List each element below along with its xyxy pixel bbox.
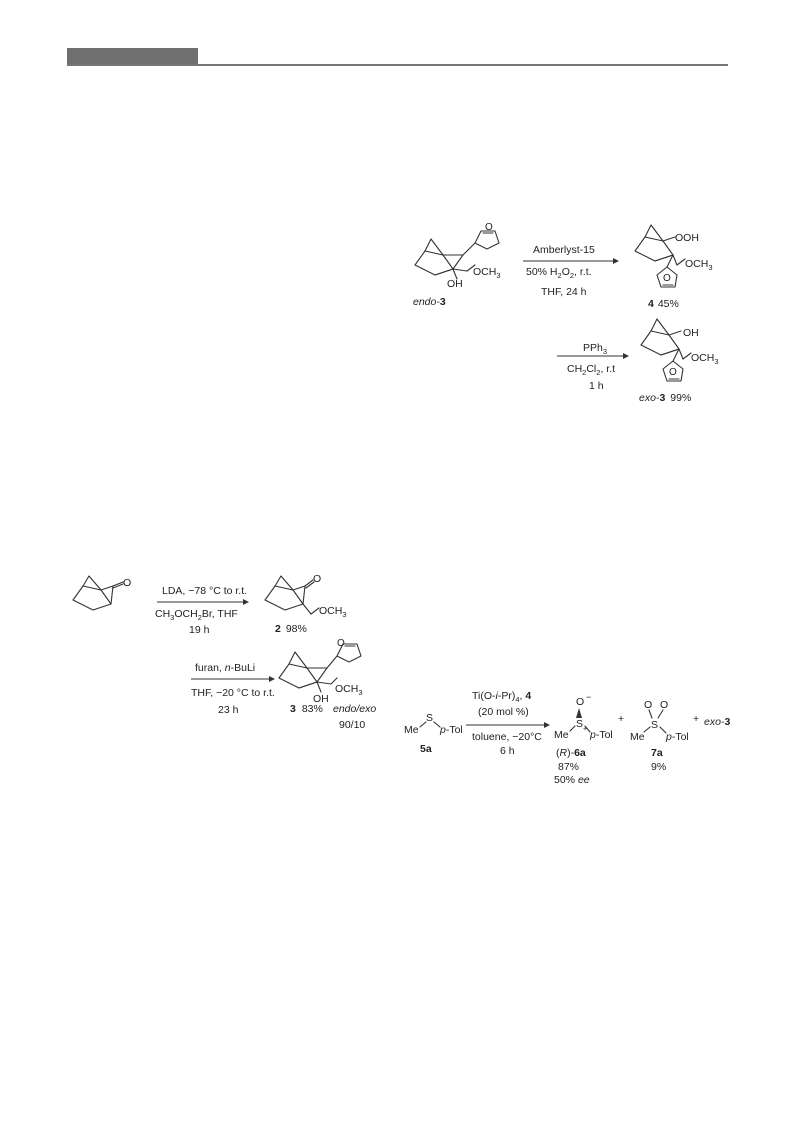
6a-ee: 50% ee bbox=[554, 774, 590, 786]
exo-3-byproduct: exo-3 bbox=[704, 716, 731, 728]
svg-text:OCH3: $OCH_3$ bbox=[691, 352, 719, 366]
cond-pph3: PPh$_3$ bbox=[583, 342, 608, 356]
cond-1h: 1 h bbox=[589, 380, 604, 392]
7a-o2: O bbox=[660, 699, 669, 711]
svg-text:OCH3: $OCH_3$ bbox=[685, 258, 713, 272]
svg-text:OCH3: $OCH_3$ bbox=[335, 683, 363, 697]
endo-exo-ratio: 90/10 bbox=[339, 719, 366, 731]
cond-lda: LDA, −78 °C to r.t. bbox=[162, 585, 248, 597]
scheme-hydroperoxide bbox=[405, 215, 735, 410]
6a-ptol: p-Tol bbox=[590, 729, 613, 741]
scheme-synthesis bbox=[65, 572, 385, 737]
norcamphor-o: O bbox=[123, 577, 132, 589]
7a-me: Me bbox=[630, 731, 645, 743]
6a-s: S bbox=[576, 718, 584, 730]
7a-ptol: p-Tol bbox=[666, 731, 689, 743]
compound-3-label: 3 83% bbox=[290, 703, 323, 715]
compound-2-o: O bbox=[313, 573, 322, 585]
product-4-furan-o: O bbox=[663, 273, 671, 284]
cond-amberlyst: Amberlyst-15 bbox=[533, 244, 595, 256]
cond-ch2cl2: $CH_2Cl_2$, r.t bbox=[567, 363, 616, 377]
sulfone-7a-structure bbox=[630, 699, 689, 743]
6a-me: Me bbox=[554, 729, 569, 741]
cond-thf-24h: THF, 24 h bbox=[541, 286, 587, 298]
endo-3-furan-o: O bbox=[485, 222, 493, 233]
cond-alkyl-bromide: $CH_3OCH_2Br$, THF bbox=[155, 608, 238, 622]
compound-3-furan-o: O bbox=[337, 638, 345, 649]
cond-thf-20: THF, −20 °C to r.t. bbox=[191, 687, 275, 699]
compound-2-label: 2 98% bbox=[275, 623, 307, 635]
5a-label: 5a bbox=[420, 743, 432, 755]
cond-19h: 19 h bbox=[189, 624, 210, 636]
cond-23h: 23 h bbox=[218, 704, 239, 716]
cond-ti: $Ti(O-i-Pr)_4$, 4 bbox=[472, 690, 532, 704]
endo-exo-label: endo/exo bbox=[333, 703, 377, 715]
svg-text:OCH3: $OCH_3$ bbox=[473, 266, 501, 280]
exo-3-furan-o: O bbox=[669, 367, 677, 378]
cond-toluene: toluene, −20°C bbox=[472, 731, 542, 743]
scheme-oxidation bbox=[400, 688, 740, 788]
compound-2-structure bbox=[265, 573, 347, 619]
cond-h2o2: 50% $H_2O_2$, r.t. bbox=[526, 266, 592, 280]
6a-yield: 87% bbox=[558, 761, 580, 773]
cond-furan-buli: furan, n-BuLi bbox=[195, 662, 256, 674]
exo-3-label: exo-3 99% bbox=[639, 392, 692, 404]
exo-3-oh: OH bbox=[683, 327, 699, 339]
norcamphor-structure bbox=[73, 576, 131, 610]
cond-6h: 6 h bbox=[500, 745, 515, 757]
7a-label: 7a bbox=[651, 747, 663, 759]
compound-2-och3: OCH bbox=[319, 605, 343, 617]
6a-label: (R)-6a bbox=[556, 747, 586, 759]
7a-s: S bbox=[651, 719, 659, 731]
compound-3-structure bbox=[279, 638, 363, 705]
endo-3-label: endo-3 bbox=[413, 296, 446, 308]
endo-3-och3: OCH bbox=[473, 266, 497, 278]
compound-3-och3: OCH bbox=[335, 683, 359, 695]
endo-3-structure bbox=[415, 222, 501, 290]
5a-s: S bbox=[426, 712, 434, 724]
7a-yield: 9% bbox=[651, 761, 667, 773]
product-4-structure bbox=[635, 225, 713, 287]
7a-o1: O bbox=[644, 699, 653, 711]
plus-sign-1: + bbox=[618, 713, 625, 725]
sulfide-5a-structure bbox=[404, 712, 463, 736]
endo-3-oh: OH bbox=[447, 278, 463, 290]
exo-3-och3: OCH bbox=[691, 352, 715, 364]
product-4-label: 4 45% bbox=[648, 298, 679, 310]
cond-mol: (20 mol %) bbox=[478, 706, 529, 718]
product-4-och3: OCH bbox=[685, 258, 709, 270]
5a-ptol: p-Tol bbox=[440, 724, 463, 736]
product-4-ooh: OOH bbox=[675, 232, 699, 244]
6a-o-charge: − bbox=[586, 692, 592, 702]
sulfoxide-6a-structure bbox=[554, 692, 613, 741]
6a-o: O bbox=[576, 696, 585, 708]
svg-text:OCH3: $OCH_3$ bbox=[319, 605, 347, 619]
6a-s-plus: + bbox=[583, 726, 588, 733]
plus-sign-2: + bbox=[693, 713, 700, 725]
exo-3-structure bbox=[641, 319, 719, 381]
header-rule bbox=[67, 64, 728, 66]
header-bar bbox=[67, 48, 198, 65]
5a-me: Me bbox=[404, 724, 419, 736]
compound-3-oh: OH bbox=[313, 693, 329, 705]
